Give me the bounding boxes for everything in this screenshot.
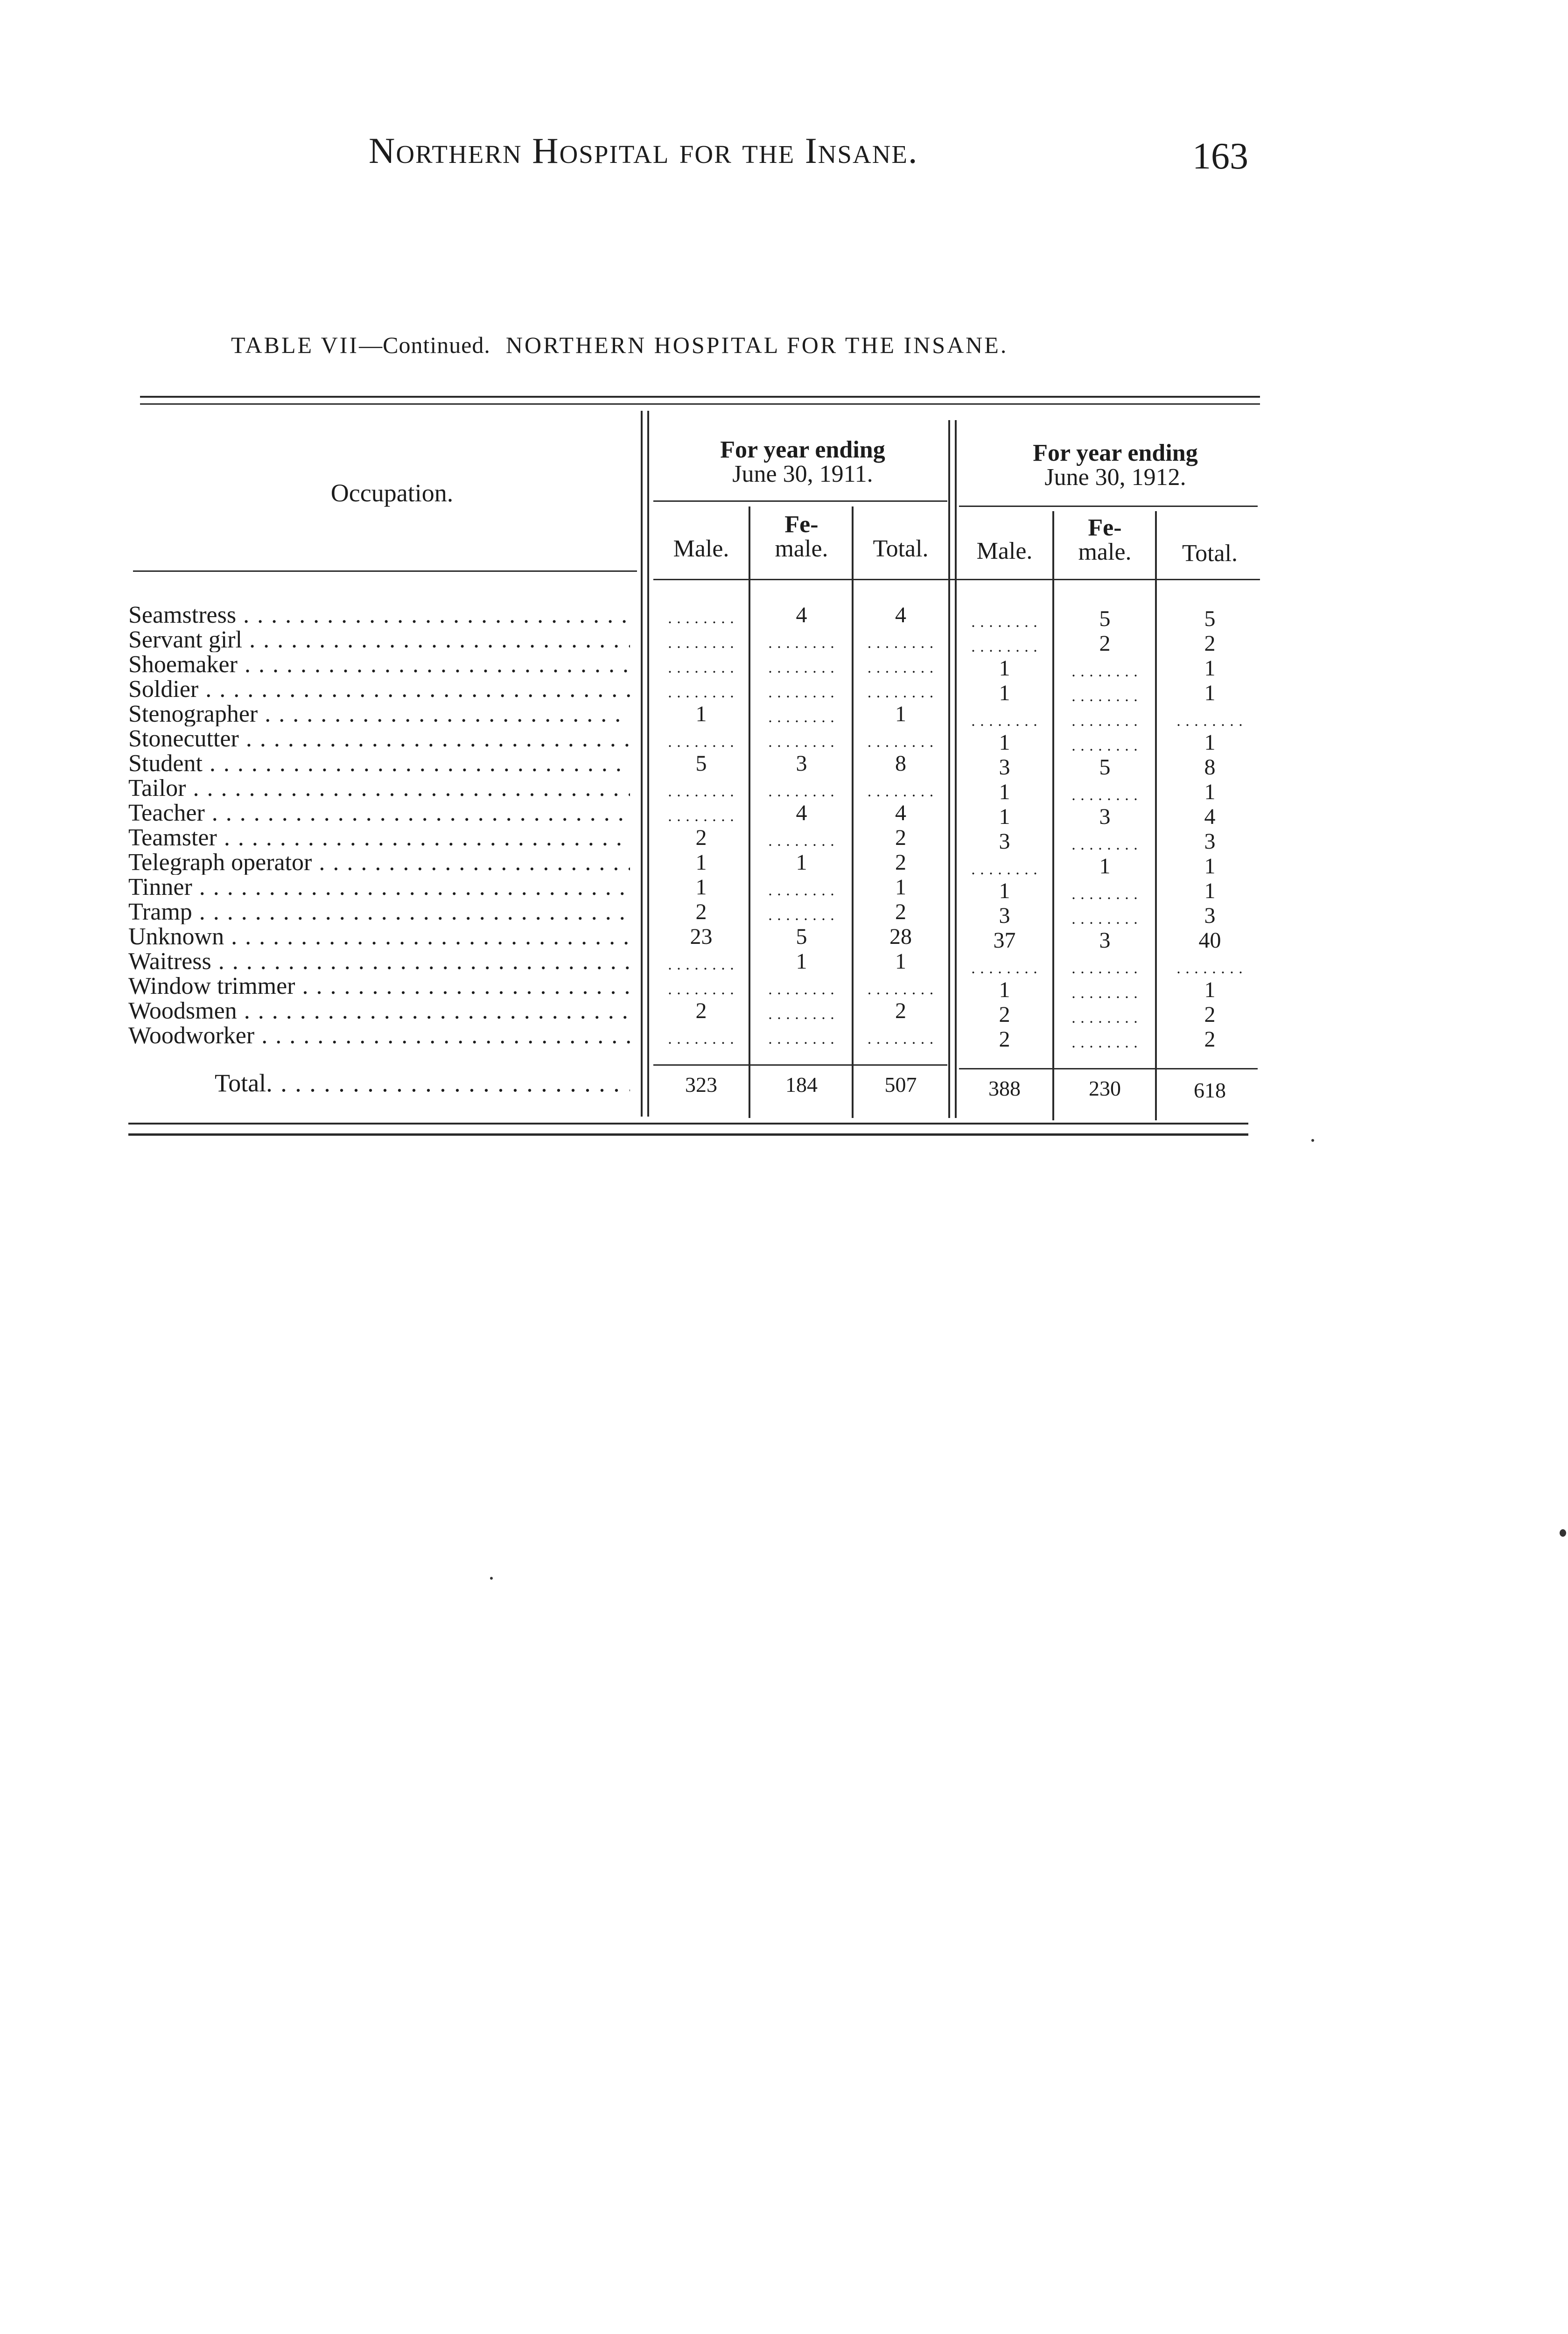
- cell-f1912: [1055, 904, 1155, 928]
- cell-f1912: [1055, 1003, 1155, 1027]
- cell-t1912: 1: [1204, 730, 1216, 755]
- cell-f1912: [1055, 1027, 1155, 1052]
- row-occupation: Shoemaker . . .: [128, 653, 630, 677]
- cell-t1911: [854, 727, 947, 751]
- row-occupation: Servant girl . . .: [128, 628, 630, 652]
- total-divider-1912: [959, 1068, 1258, 1069]
- period-1912-line2: June 30, 1912.: [1044, 464, 1186, 491]
- period-1911-divider: [653, 500, 947, 502]
- cell-f1912: [1055, 953, 1155, 977]
- cell-f1911: [751, 677, 852, 702]
- cell-m1911: [653, 776, 749, 801]
- cell-m1912: 2: [999, 1002, 1010, 1027]
- table-bottom-rule: [128, 1123, 1248, 1125]
- cell-t1911: 2: [895, 825, 906, 850]
- scan-speck: [490, 1577, 493, 1580]
- cell-t1911: [854, 677, 947, 702]
- cell-f1912: 1: [1099, 854, 1111, 879]
- cell-f1912: [1055, 879, 1155, 903]
- cell-m1912: 1: [999, 780, 1010, 804]
- cell-m1912: 1: [999, 730, 1010, 755]
- cell-f1911: [751, 999, 852, 1023]
- cell-t1912: 1: [1204, 681, 1216, 705]
- cell-t1912: 1: [1204, 656, 1216, 681]
- cell-m1911: [653, 653, 749, 677]
- cell-t1911: 1: [895, 875, 906, 900]
- cell-f1912: [1055, 656, 1155, 681]
- cell-m1911: [653, 727, 749, 751]
- cell-f1912: [1055, 681, 1155, 705]
- cell-m1911: 2: [695, 900, 707, 924]
- total-1911-total: 507: [884, 1073, 917, 1097]
- cell-f1912: [1055, 731, 1155, 755]
- cell-m1912: 1: [999, 879, 1010, 903]
- vline-occupation-1: [641, 411, 643, 1117]
- cell-m1912: 3: [999, 903, 1010, 928]
- cell-m1912: 3: [999, 755, 1010, 780]
- row-occupation: Soldier . . .: [128, 677, 630, 702]
- cell-m1912: 1: [999, 656, 1010, 681]
- table-caption-title: NORTHERN HOSPITAL FOR THE INSANE.: [505, 332, 1008, 358]
- cell-f1912: [1055, 706, 1155, 730]
- vline-period-split-1: [948, 420, 950, 1118]
- row-occupation: Teacher . . .: [128, 801, 630, 825]
- row-occupation: Telegraph operator . . .: [128, 851, 630, 875]
- cell-f1911: 1: [796, 949, 807, 974]
- cell-f1911: [751, 628, 852, 652]
- cell-t1912: 2: [1204, 1002, 1216, 1027]
- total-label: Total . . .: [215, 1070, 630, 1096]
- scan-speck: [1311, 1139, 1314, 1142]
- row-occupation: Woodworker . . .: [128, 1024, 630, 1048]
- cell-m1911: 5: [695, 751, 707, 776]
- row-occupation: Unknown . . .: [128, 925, 630, 949]
- period-1912-divider: [959, 506, 1258, 507]
- cell-t1911: 8: [895, 751, 906, 776]
- cell-t1912: [1157, 953, 1262, 977]
- total-1911-female: 184: [785, 1073, 818, 1097]
- vline-1912-female: [1052, 511, 1054, 1120]
- cell-f1911: [751, 900, 852, 924]
- cell-m1911: [653, 628, 749, 652]
- cell-f1911: 4: [796, 801, 807, 825]
- row-occupation: Stonecutter . . .: [128, 727, 630, 751]
- cell-f1911: [751, 727, 852, 751]
- row-occupation: Tailor . . .: [128, 776, 630, 801]
- cell-f1911: 3: [796, 751, 807, 776]
- cell-t1912: 2: [1204, 1027, 1216, 1052]
- vline-1912-total: [1155, 511, 1157, 1120]
- period-1911-line1: For year ending: [720, 436, 885, 463]
- cell-t1912: 4: [1204, 804, 1216, 829]
- cell-m1912: [957, 706, 1052, 730]
- cell-f1911: [751, 702, 852, 726]
- cell-m1911: 1: [695, 850, 707, 875]
- cell-t1911: [854, 1024, 947, 1048]
- period-1912-line1: For year ending: [1033, 440, 1198, 466]
- cell-f1911: 5: [796, 924, 807, 949]
- cell-f1912: 5: [1099, 755, 1111, 780]
- period-1911-line2: June 30, 1911.: [732, 461, 873, 487]
- total-1912-total: 618: [1194, 1078, 1226, 1102]
- cell-t1911: [854, 628, 947, 652]
- cell-f1911: 1: [796, 850, 807, 875]
- cell-t1912: [1157, 706, 1262, 730]
- cell-t1911: [854, 776, 947, 801]
- table-caption: [231, 331, 1008, 359]
- cell-t1912: 1: [1204, 977, 1216, 1002]
- cell-f1912: [1055, 830, 1155, 854]
- cell-t1912: 5: [1204, 606, 1216, 631]
- row-occupation: Seamstress . . .: [128, 603, 630, 627]
- cell-m1911: 2: [695, 825, 707, 850]
- cell-m1912: 1: [999, 681, 1010, 705]
- vline-1911-total: [852, 506, 854, 1118]
- cell-f1911: 4: [796, 603, 807, 627]
- cell-t1911: 2: [895, 900, 906, 924]
- total-1911-male: 323: [685, 1073, 717, 1097]
- cell-m1911: 1: [695, 875, 707, 900]
- cell-f1911: [751, 1024, 852, 1048]
- col-1911-female-line2: male.: [775, 535, 828, 562]
- cell-t1912: 2: [1204, 631, 1216, 656]
- scan-speck: [1560, 1529, 1566, 1537]
- cell-t1912: 1: [1204, 780, 1216, 804]
- cell-m1911: [653, 677, 749, 702]
- header-divider-left: [133, 570, 637, 572]
- cell-f1911: [751, 826, 852, 850]
- cell-t1911: 1: [895, 949, 906, 974]
- cell-t1911: 1: [895, 702, 906, 726]
- row-occupation: Tramp . . .: [128, 900, 630, 924]
- col-1911-female-line1: Fe-: [784, 511, 819, 538]
- header-divider-right: [653, 579, 1260, 580]
- row-occupation: Waitress . . .: [128, 949, 630, 974]
- cell-m1911: [653, 1024, 749, 1048]
- row-occupation: Teamster . . .: [128, 826, 630, 850]
- cell-t1911: 4: [895, 801, 906, 825]
- vline-occupation-2: [647, 411, 649, 1117]
- occupation-header: Occupation.: [330, 479, 454, 507]
- cell-f1912: 2: [1099, 631, 1111, 656]
- page-number: 163: [1192, 136, 1248, 177]
- cell-f1912: 5: [1099, 606, 1111, 631]
- total-divider-1911: [653, 1064, 947, 1066]
- cell-m1911: [653, 603, 749, 627]
- cell-m1911: [653, 949, 749, 974]
- cell-m1912: [957, 632, 1052, 656]
- cell-m1912: 1: [999, 804, 1010, 829]
- total-1912-male: 388: [988, 1076, 1021, 1100]
- cell-f1911: [751, 875, 852, 900]
- table-top-rule-2: [140, 403, 1260, 405]
- row-occupation: Woodsmen . . .: [128, 999, 630, 1023]
- cell-m1911: 23: [690, 924, 713, 949]
- col-1912-male: Male.: [976, 538, 1033, 564]
- row-occupation: Student . . .: [128, 752, 630, 776]
- cell-f1911: [751, 776, 852, 801]
- cell-f1912: 3: [1099, 928, 1111, 953]
- cell-f1912: 3: [1099, 804, 1111, 829]
- cell-f1911: [751, 653, 852, 677]
- row-occupation: Stenographer . . .: [128, 702, 630, 726]
- row-occupation: Window trimmer . . .: [128, 974, 630, 998]
- cell-t1912: 40: [1198, 928, 1221, 953]
- cell-t1911: [854, 653, 947, 677]
- cell-m1912: [957, 953, 1052, 977]
- cell-m1912: 2: [999, 1027, 1010, 1052]
- cell-f1912: [1055, 978, 1155, 1002]
- cell-t1912: 8: [1204, 755, 1216, 780]
- cell-t1911: 4: [895, 603, 906, 627]
- cell-t1912: 3: [1204, 903, 1216, 928]
- cell-m1911: [653, 974, 749, 998]
- cell-m1912: [957, 854, 1052, 879]
- running-title: Northern Hospital for the Insane.: [369, 130, 918, 171]
- cell-m1912: 3: [999, 829, 1010, 854]
- col-1912-total: Total.: [1182, 540, 1238, 567]
- cell-m1912: 1: [999, 977, 1010, 1002]
- cell-t1912: 1: [1204, 879, 1216, 903]
- cell-m1911: 1: [695, 702, 707, 726]
- cell-t1912: 3: [1204, 829, 1216, 854]
- col-1912-female-line2: male.: [1078, 539, 1132, 565]
- cell-m1911: [653, 801, 749, 825]
- total-1912-female: 230: [1089, 1076, 1121, 1100]
- table-top-rule: [140, 396, 1260, 398]
- cell-m1912: 37: [993, 928, 1016, 953]
- cell-t1912: 1: [1204, 854, 1216, 879]
- cell-t1911: 28: [889, 924, 912, 949]
- cell-m1911: 2: [695, 998, 707, 1023]
- table-bottom-rule-2: [128, 1133, 1248, 1136]
- col-1911-male: Male.: [673, 535, 729, 562]
- col-1911-total: Total.: [873, 535, 929, 562]
- row-occupation: Tinner . . .: [128, 875, 630, 900]
- cell-m1912: [957, 607, 1052, 631]
- cell-t1911: [854, 974, 947, 998]
- cell-f1911: [751, 974, 852, 998]
- cell-t1911: 2: [895, 850, 906, 875]
- table-caption-prefix: TABLE VII: [231, 332, 359, 358]
- col-1912-female-line1: Fe-: [1088, 514, 1122, 541]
- cell-t1911: 2: [895, 998, 906, 1023]
- cell-f1912: [1055, 780, 1155, 804]
- table-caption-continued: —Continued.: [359, 332, 490, 358]
